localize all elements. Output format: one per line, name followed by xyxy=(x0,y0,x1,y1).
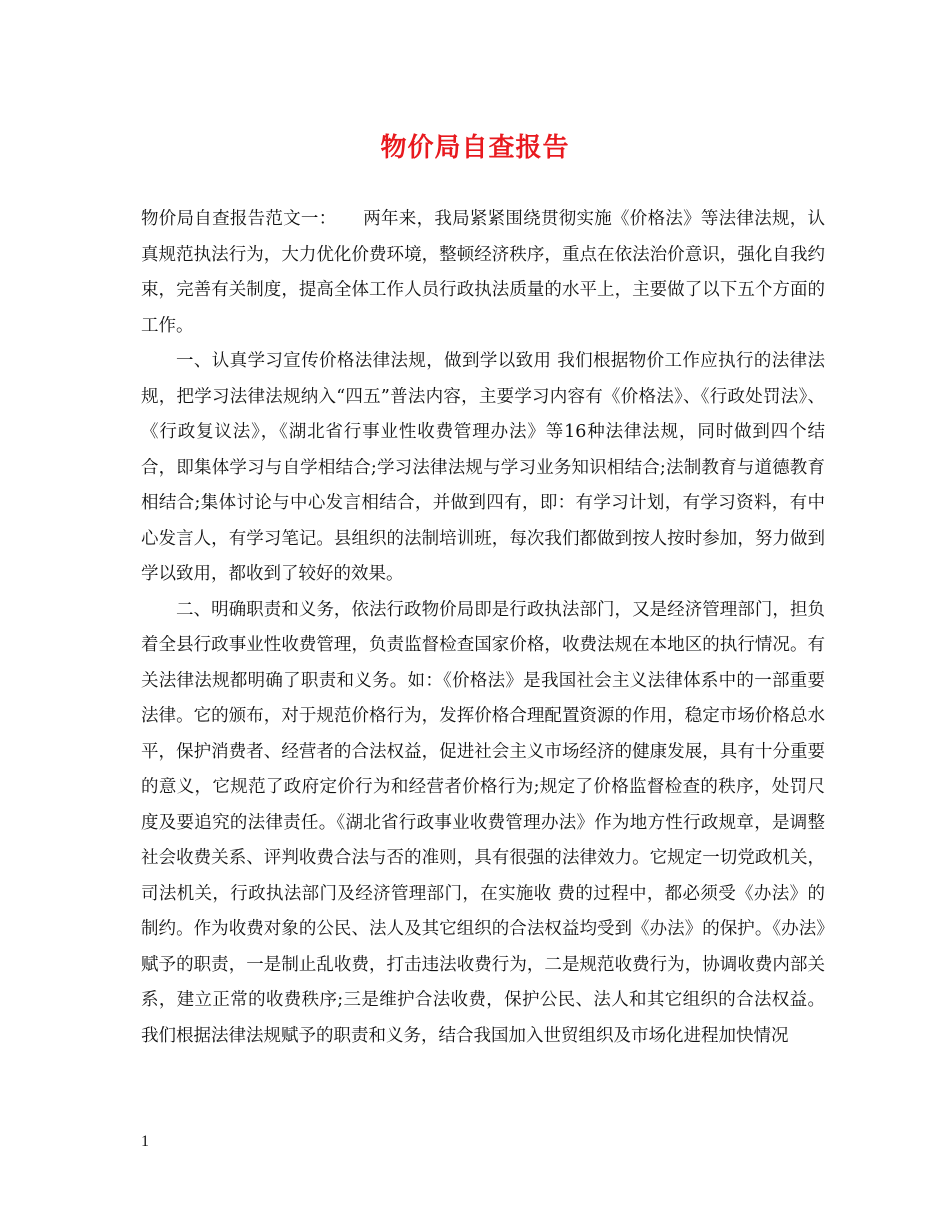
document-title: 物价局自查报告 xyxy=(380,133,570,163)
paragraph-intro: 物价局自查报告范文一： 两年来，我局紧紧围绕贯彻实施《价格法》等法律法规，认真规范执法行为，大力优化价费环境，整顿经济秩序，重点在依法治价意识，强化自我约束，完善有关制度，提高全体工作人员行政执法质量的水平上，主要做了以下五个方面的工作。 xyxy=(141,209,825,336)
paragraph-section-one: 一、认真学习宣传价格法律法规，做到学以致用 我们根据物价工作应执行的法律法规，把学习法律法规纳入“四五”普法内容，主要学习内容有《价格法》、《行政处罚法》、《行政复议法》，《湖北省行事业性收费管理办法》等16种法律法规，同时做到四个结合，即集体学习与自学相结合;学习法律法规与学习业务知识相结合;法制教育与道德教育相结合;集体讨论与中心发言相结合，并做到四有，即：有学习计划，有学习资料，有中心发言人，有学习笔记。县组织的法制培训班，每次我们都做到按人按时参加，努力做到学以致用，都收到了较好的效果。 xyxy=(141,351,825,584)
page-number: 1 xyxy=(141,1133,149,1150)
document-body xyxy=(141,202,825,1054)
paragraph-section-two: 二、明确职责和义务，依法行政物价局即是行政执法部门，又是经济管理部门，担负着全县行政事业性收费管理，负责监督检查国家价格，收费法规在本地区的执行情况。有关法律法规都明确了职责和义务。如：《价格法》是我国社会主义法律体系中的一部重要法律。它的颁布，对于规范价格行为，发挥价格合理配置资源的作用，稳定市场价格总水平，保护消费者、经营者的合法权益，促进社会主义市场经济的健康发展，具有十分重要的意义，它规范了政府定价行为和经营者价格行为;规定了价格监督检查的秩序，处罚尺度及要追究的法律责任。《湖北省行政事业收费管理办法》作为地方性行政规章，是调整社会收费关系、评判收费合法与否的准则，具有很强的法律效力。它规定一切党政机关，司法机关，行政执法部门及经济管理部门，在实施收 费的过程中，都必须受《办法》的制约。作为收费对象的公民、法人及其它组织的合法权益均受到《办法》的保护。《办法》赋予的职责，一是制止乱收费，打击违法收费行为，二是规范收费行为，协调收费内部关系，建立正常的收费秩序;三是维护合法收费，保护公民、法人和其它组织的合法权益。我们根据法律法规赋予的职责和义务，结合我国加入世贸组织及市场化进程加快情况 xyxy=(141,599,825,1046)
